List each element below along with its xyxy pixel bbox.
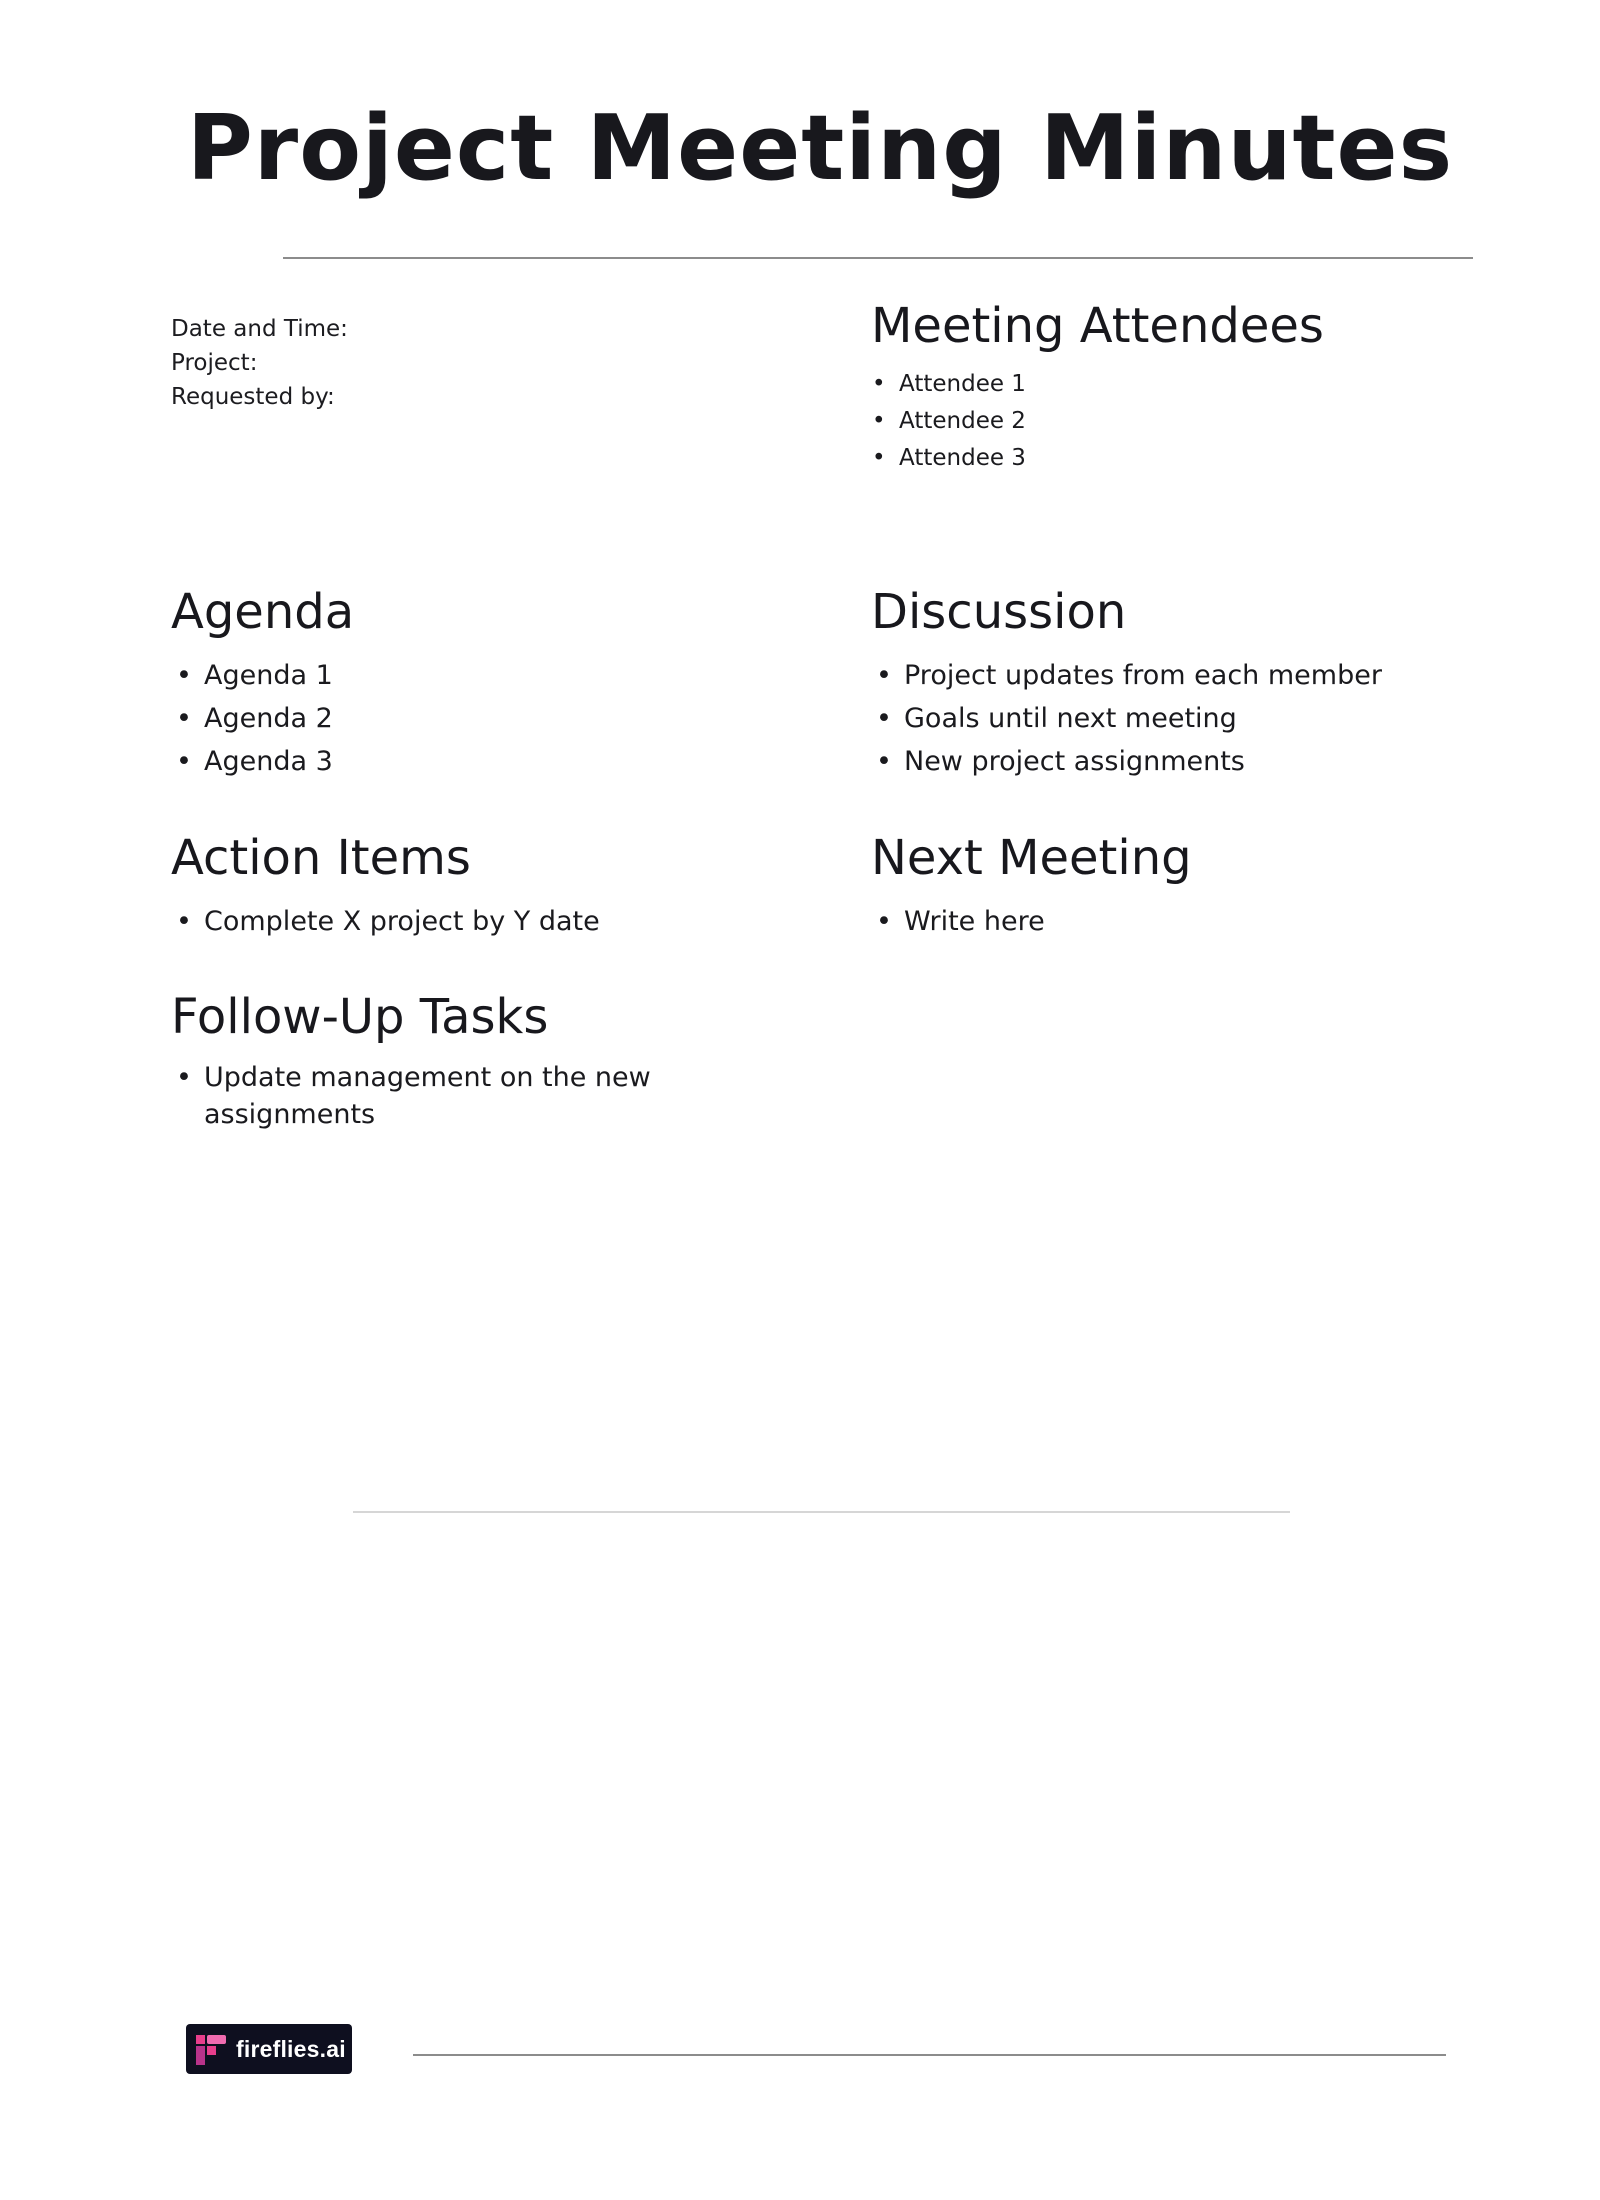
attendee-text: Attendee 2 (899, 408, 1026, 434)
bullet-icon: • (872, 408, 886, 434)
agenda-item (171, 740, 354, 783)
page-title: Project Meeting Minutes (186, 96, 1454, 201)
next-meeting-heading: Next Meeting (871, 830, 1192, 886)
bullet-icon: • (176, 746, 192, 777)
attendee-item (871, 366, 1324, 403)
discussion-text: New project assignments (904, 746, 1245, 777)
meeting-meta (171, 312, 348, 414)
next-meeting-section (871, 830, 1192, 943)
attendee-item (871, 403, 1324, 440)
next-meeting-text: Write here (904, 906, 1045, 937)
follow-up-list (171, 1059, 724, 1133)
requested-by-label: Requested by: (171, 384, 335, 410)
discussion-section (871, 584, 1382, 783)
section-divider (353, 1511, 1290, 1513)
bullet-icon: • (176, 703, 192, 734)
attendees-heading: Meeting Attendees (871, 298, 1324, 354)
action-item (171, 900, 600, 943)
next-meeting-list (871, 900, 1192, 943)
discussion-text: Project updates from each member (904, 660, 1382, 691)
bullet-icon: • (876, 660, 892, 691)
discussion-item (871, 697, 1382, 740)
bullet-icon: • (176, 1062, 192, 1093)
agenda-text: Agenda 2 (204, 703, 333, 734)
follow-up-heading: Follow-Up Tasks (171, 989, 549, 1045)
discussion-item (871, 654, 1382, 697)
action-items-section (171, 830, 600, 943)
agenda-list (171, 654, 354, 783)
discussion-list (871, 654, 1382, 783)
bullet-icon: • (876, 746, 892, 777)
follow-up-section (171, 989, 724, 1133)
logo-text: fireflies.ai (236, 2036, 346, 2062)
bullet-icon: • (876, 703, 892, 734)
footer-divider (413, 2054, 1446, 2056)
date-time-label: Date and Time: (171, 316, 348, 342)
action-items-heading: Action Items (171, 830, 471, 886)
follow-up-text: Update management on the new assignments (204, 1062, 651, 1130)
action-items-list (171, 900, 600, 943)
bullet-icon: • (176, 660, 192, 691)
bullet-icon: • (872, 445, 886, 471)
discussion-item (871, 740, 1382, 783)
title-divider (283, 257, 1473, 259)
fireflies-logo-icon (196, 2035, 226, 2065)
bullet-icon: • (876, 906, 892, 937)
action-item-text: Complete X project by Y date (204, 906, 600, 937)
bullet-icon: • (872, 371, 886, 397)
attendee-text: Attendee 3 (899, 445, 1026, 471)
agenda-heading: Agenda (171, 584, 355, 640)
agenda-section (171, 584, 355, 783)
discussion-text: Goals until next meeting (904, 703, 1237, 734)
project-label: Project: (171, 350, 258, 376)
next-meeting-item (871, 900, 1192, 943)
attendees-list (871, 366, 1324, 477)
agenda-text: Agenda 3 (204, 746, 333, 777)
discussion-heading: Discussion (871, 584, 1127, 640)
follow-up-item (171, 1059, 724, 1133)
attendee-item (871, 440, 1324, 477)
agenda-item (171, 697, 354, 740)
agenda-text: Agenda 1 (204, 660, 333, 691)
attendees-section (871, 298, 1324, 477)
agenda-item (171, 654, 354, 697)
fireflies-logo (186, 2024, 352, 2074)
bullet-icon: • (176, 906, 192, 937)
attendee-text: Attendee 1 (899, 371, 1026, 397)
